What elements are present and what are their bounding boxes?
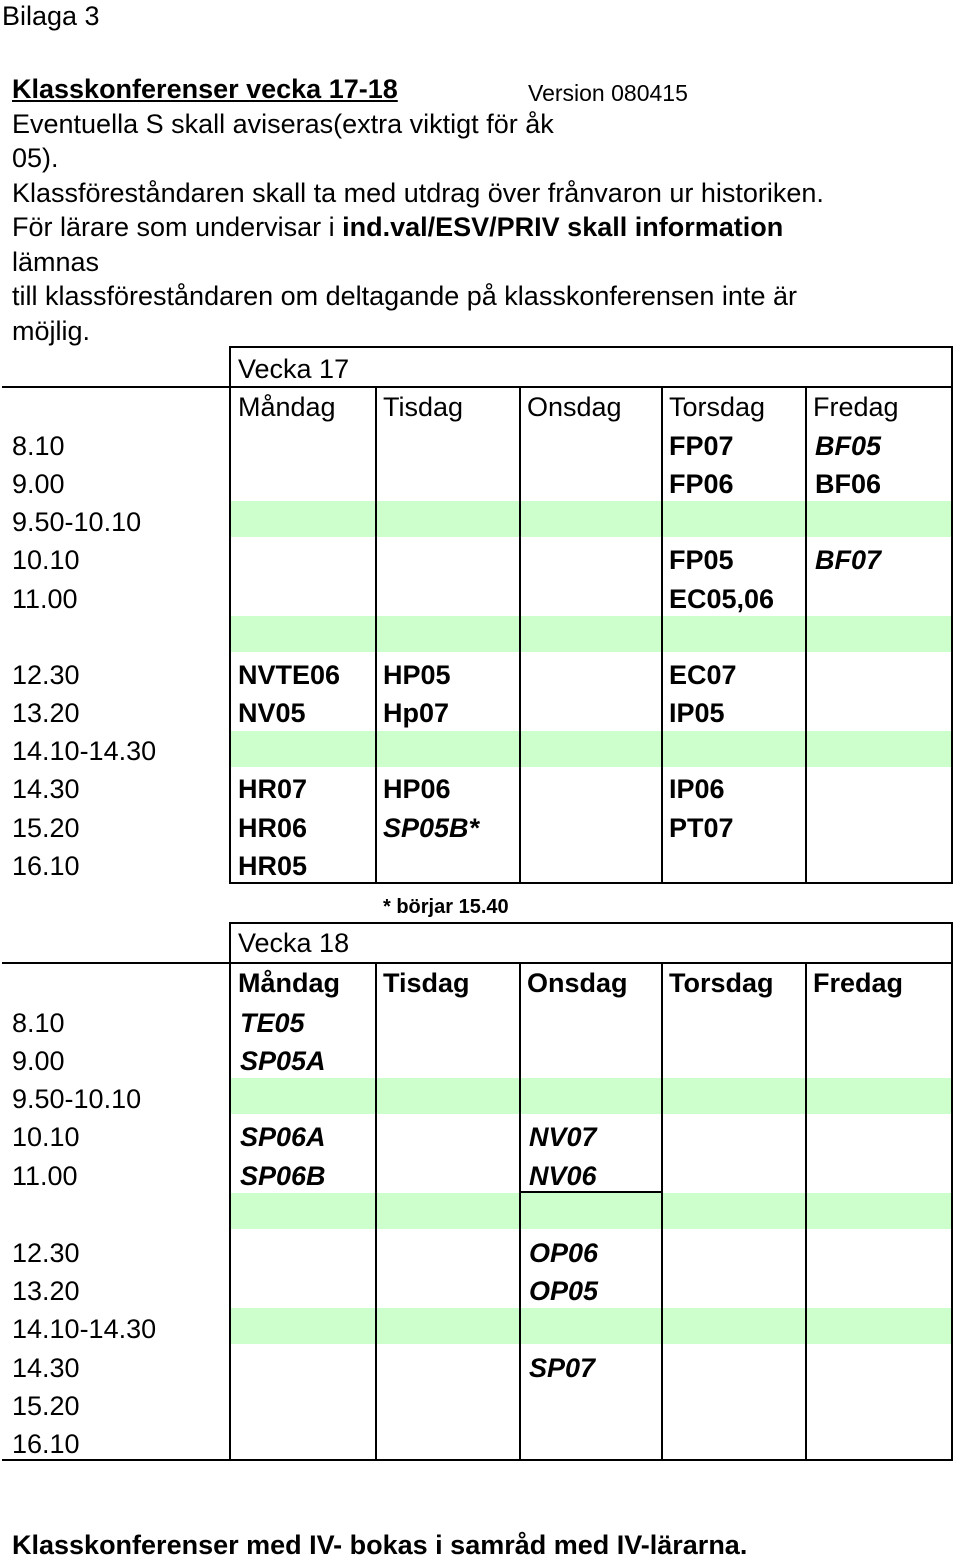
week17-time: 12.30: [12, 660, 80, 690]
week18-time: 14.10-14.30: [12, 1314, 157, 1344]
week17-break-row: [230, 731, 952, 767]
week17-cell: EC07: [669, 660, 737, 690]
week17-time: 8.10: [12, 431, 65, 461]
week17-cell: BF06: [815, 469, 882, 499]
week17-cell: FP05: [669, 545, 734, 575]
week18-day-monday: Måndag: [238, 968, 341, 998]
week17-day-tuesday: Tisdag: [383, 392, 464, 422]
week18-day-tuesday: Tisdag: [383, 968, 470, 998]
page-title: Klasskonferenser vecka 17-18: [12, 74, 398, 104]
week18-time: 9.00: [12, 1046, 65, 1076]
week17-cell: NV05: [238, 698, 306, 728]
week18-cell: SP05A: [240, 1046, 326, 1076]
week18-cell: NV07: [529, 1122, 597, 1152]
week17-time: 9.50-10.10: [12, 507, 142, 537]
week17-day-wednesday: Onsdag: [527, 392, 622, 422]
week18-break-row: [230, 1308, 952, 1344]
week17-cell: HP06: [383, 774, 451, 804]
week18-cell: SP06B: [240, 1161, 326, 1191]
week18-cell: TE05: [240, 1008, 305, 1038]
week18-title: Vecka 18: [238, 928, 350, 958]
week17-day-thursday: Torsdag: [669, 392, 766, 422]
week18-time: 8.10: [12, 1008, 65, 1038]
week18-time: 12.30: [12, 1238, 80, 1268]
week17-cell: IP05: [669, 698, 725, 728]
week17-cell: HR06: [238, 813, 308, 843]
week17-day-friday: Fredag: [813, 392, 899, 422]
week17-cell: HP05: [383, 660, 451, 690]
intro-line-1: Eventuella S skall aviseras(extra viktigt för åk: [12, 109, 554, 139]
week18-cell: NV06: [529, 1161, 597, 1191]
week17-note: * börjar 15.40: [383, 896, 509, 918]
intro-line-7: möjlig.: [12, 316, 91, 346]
week17-time: 9.00: [12, 469, 65, 499]
week17-cell: IP06: [669, 774, 725, 804]
week18-cell: SP06A: [240, 1122, 326, 1152]
footer-note: Klasskonferenser med IV- bokas i samråd med IV-lärarna.: [12, 1530, 748, 1560]
week17-cell: NVTE06: [238, 660, 341, 690]
week17-cell: FP06: [669, 469, 734, 499]
week18-time: 15.20: [12, 1391, 80, 1421]
intro-line-6: till klassföreståndaren om deltagande på klasskonferensen inte är: [12, 281, 797, 311]
intro-line-2: 05).: [12, 143, 59, 173]
intro-line-4: [12, 214, 783, 241]
week17-time: 14.10-14.30: [12, 736, 157, 766]
week18-time: 11.00: [12, 1161, 78, 1191]
week17-lunch-row: [230, 616, 952, 652]
week17-cell: Hp07: [383, 698, 450, 728]
week18-lunch-row: [230, 1193, 952, 1229]
week18-time: 13.20: [12, 1276, 80, 1306]
week18-day-wednesday: Onsdag: [527, 968, 628, 998]
week17-time: 15.20: [12, 813, 80, 843]
week17-time: 11.00: [12, 584, 78, 614]
week18-cell: SP07: [529, 1353, 596, 1383]
week17-cell: EC05,06: [669, 584, 775, 614]
week17-cell: PT07: [669, 813, 734, 843]
week17-break-row: [230, 501, 952, 537]
intro-line-5: lämnas: [12, 247, 100, 277]
intro-line-3: Klassföreståndaren skall ta med utdrag över frånvaron ur historiken.: [12, 178, 824, 208]
week18-break-row: [230, 1078, 952, 1114]
week17-cell: BF07: [815, 545, 882, 575]
week18-cell: OP05: [529, 1276, 599, 1306]
week18-time: 16.10: [12, 1429, 80, 1459]
version-label: Version 080415: [528, 80, 688, 106]
week17-cell: BF05: [815, 431, 882, 461]
attachment-label: Bilaga 3: [2, 1, 100, 31]
intro-line-4-plain: För lärare som undervisar i: [12, 212, 343, 242]
week17-time: 10.10: [12, 545, 80, 575]
week17-time: 14.30: [12, 774, 80, 804]
week17-day-monday: Måndag: [238, 392, 336, 422]
week17-cell: HR07: [238, 774, 308, 804]
week17-cell: HR05: [238, 851, 308, 881]
week18-cell: OP06: [529, 1238, 599, 1268]
week17-cell: SP05B*: [383, 813, 480, 843]
week18-time: 14.30: [12, 1353, 80, 1383]
week18-time: 9.50-10.10: [12, 1084, 142, 1114]
intro-line-4-bold: ind.val/ESV/PRIV skall information: [342, 212, 784, 242]
week18-day-friday: Fredag: [813, 968, 904, 998]
week17-time: 13.20: [12, 698, 80, 728]
week17-title: Vecka 17: [238, 354, 350, 384]
week18-day-thursday: Torsdag: [669, 968, 774, 998]
week17-time: 16.10: [12, 851, 80, 881]
week17-cell: FP07: [669, 431, 734, 461]
week18-time: 10.10: [12, 1122, 80, 1152]
